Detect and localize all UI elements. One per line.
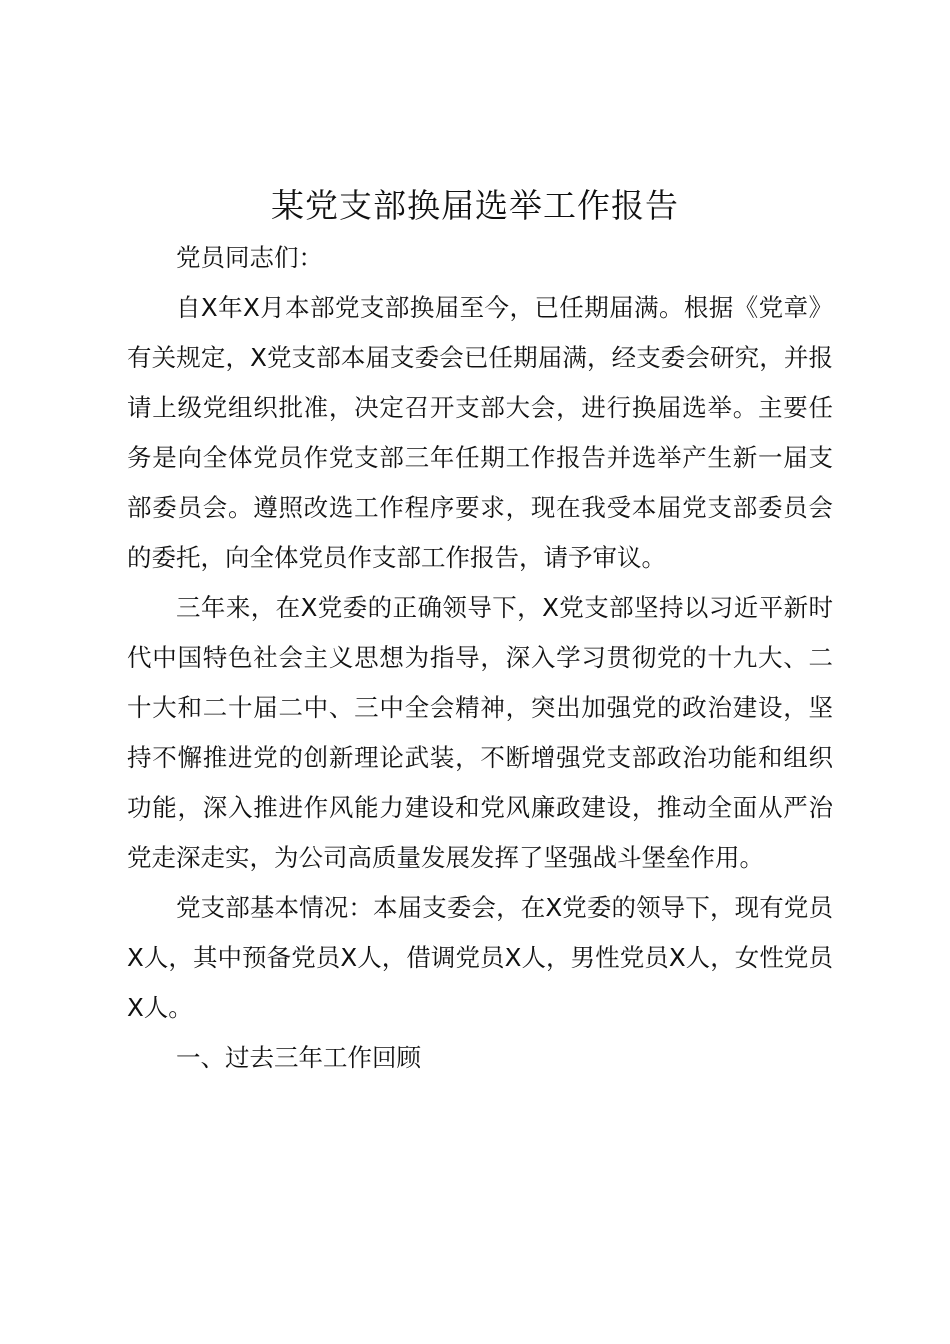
document-title: 某党支部换届选举工作报告 [271,186,679,225]
paragraph-term-expiry: 自X年X月本部党支部换届至今，已任期届满。根据《党章》有关规定，X党支部本届支委会已任期届满，经支委会研究，并报请上级党组织批准，决定召开支部大会，进行换届选举。主要任务是向全体党员作党支部三年任期工作报告并选举产生新一届支部委员会。遵照改选工作程序要求，现在我受本届党支部委员会的委托，向全体党员作支部工作报告，请予审议。 [127,293,833,572]
paragraph-branch-basic-info: 党支部基本情况：本届支委会，在X党委的领导下，现有党员X人，其中预备党员X人，借调党员X人，男性党员X人，女性党员X人。 [127,893,833,1022]
salutation: 党员同志们： [176,243,323,272]
paragraph-three-year-summary: 三年来，在X党委的正确领导下，X党支部坚持以习近平新时代中国特色社会主义思想为指导，深入学习贯彻党的十九大、二十大和二十届二中、三中全会精神，突出加强党的政治建设，坚持不懈推进党的创新理论武装，不断增强党支部政治功能和组织功能，深入推进作风能力建设和党风廉政建设，推动全面从严治党走深走实，为公司高质量发展发挥了坚强战斗堡垒作用。 [127,593,833,872]
document-body [127,233,833,1083]
section-heading: 一、过去三年工作回顾 [176,1043,421,1072]
